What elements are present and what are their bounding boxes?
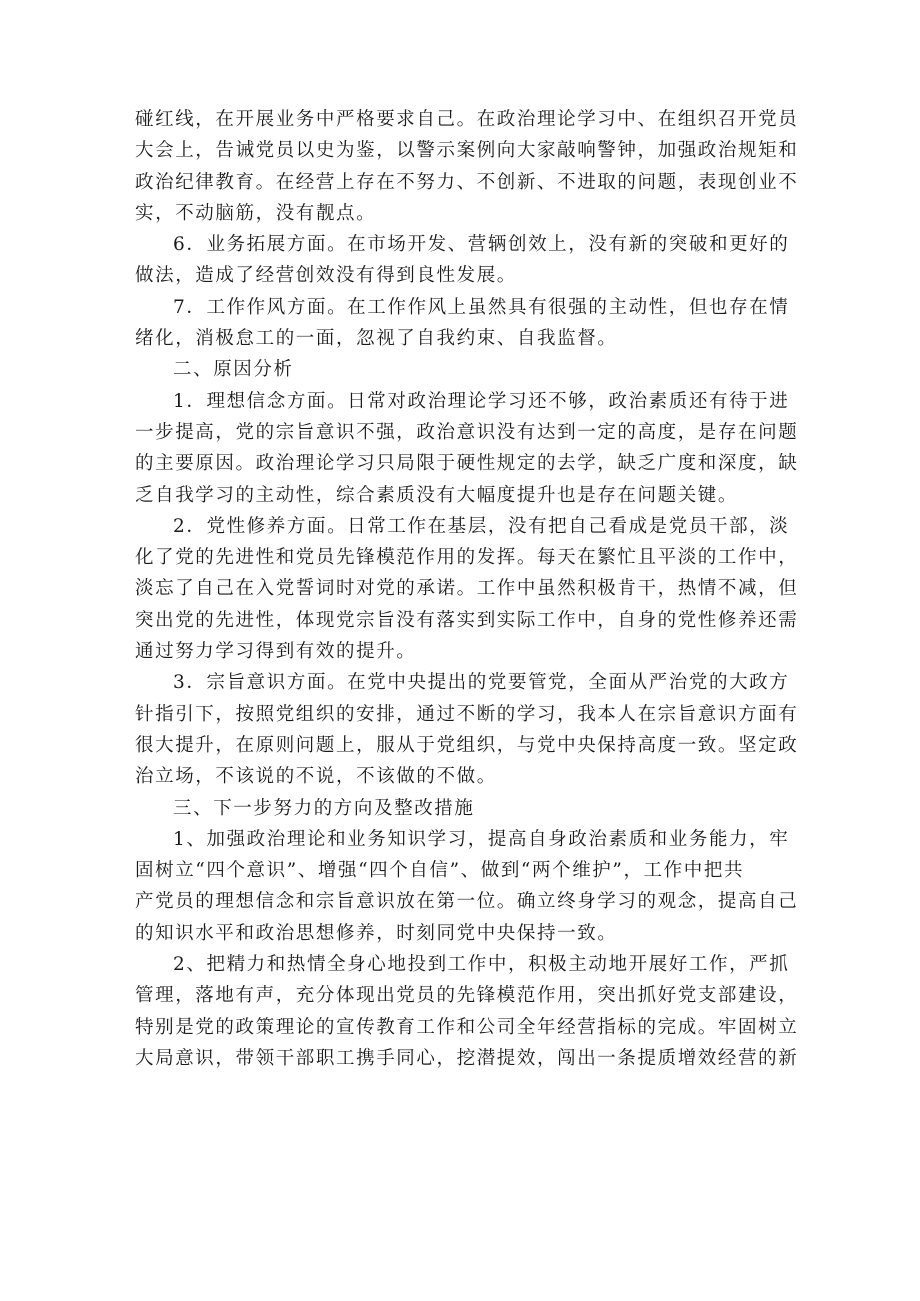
text-line: 乏自我学习的主动性，综合素质没有大幅度提升也是存在问题关键。 [135, 484, 739, 506]
text-line: 6．业务拓展方面。在市场开发、营辆创效上，没有新的突破和更好的 [173, 234, 790, 256]
text-line: 的知识水平和政治思想修养，时刻同党中央保持一致。 [135, 922, 618, 944]
text-line: 一步提高，党的宗旨意识不强，政治意识没有达到一定的高度，是存在问题 [135, 421, 799, 443]
text-line: 7．工作作风方面。在工作作风上虽然具有很强的主动性，但也存在情 [173, 296, 790, 318]
text-line: 突出党的先进性，体现党宗旨没有落实到实际工作中，自身的党性修养还需 [135, 609, 799, 631]
text-line: 针指引下，按照党组织的安排，通过不断的学习，我本人在宗旨意识方面有 [135, 703, 799, 725]
text-line: 二、原因分析 [173, 359, 294, 381]
text-line: 产党员的理想信念和宗旨意识放在第一位。确立终身学习的观念，提高自己 [135, 891, 799, 913]
text-line: 化了党的先进性和党员先锋模范作用的发挥。每天在繁忙且平淡的工作中， [135, 547, 799, 569]
text-line: 固树立“四个意识”、增强“四个自信”、做到“两个维护”，工作中把共 [135, 860, 745, 882]
text-line: 很大提升，在原则问题上，服从于党组织，与党中央保持高度一致。坚定政 [135, 734, 799, 756]
text-line: 通过努力学习得到有效的提升。 [135, 641, 417, 663]
text-line: 3．宗旨意识方面。在党中央提出的党要管党，全面从严治党的大政方 [173, 672, 790, 694]
text-line: 2、把精力和热情全身心地投到工作中，积极主动地开展好工作，严抓 [173, 954, 790, 976]
text-line: 1．理想信念方面。日常对政治理论学习还不够，政治素质还有待于进 [173, 390, 790, 412]
text-line: 碰红线，在开展业务中严格要求自己。在政治理论学习中、在组织召开党员 [135, 109, 799, 130]
section-heading [135, 354, 795, 385]
paragraph [135, 667, 799, 792]
text-line: 绪化，消极怠工的一面，忽视了自我约束、自我监督。 [135, 328, 618, 350]
text-line: 管理，落地有声，充分体现出党员的先锋模范作用，突出抓好党支部建设， [135, 985, 799, 1007]
paragraph [135, 949, 799, 1074]
paragraph [135, 386, 799, 511]
paragraph [135, 824, 799, 949]
section-heading [135, 793, 795, 824]
paragraph [135, 104, 799, 229]
text-line: 1、加强政治理论和业务知识学习，提高自身政治素质和业务能力，牢 [173, 828, 790, 850]
paragraph [135, 292, 795, 355]
document-body [135, 104, 799, 1074]
text-line: 治立场，不该说的不说，不该做的不做。 [135, 766, 497, 788]
text-line: 的主要原因。政治理论学习只局限于硬性规定的去学，缺乏广度和深度，缺 [135, 453, 799, 475]
text-line: 淡忘了自己在入党誓词时对党的承诺。工作中虽然积极肯干，热情不减，但 [135, 578, 799, 600]
paragraph [135, 511, 799, 667]
text-line: 三、下一步努力的方向及整改措施 [173, 797, 475, 819]
text-line: 做法，造成了经营创效没有得到良性发展。 [135, 265, 517, 287]
text-line: 2．党性修养方面。日常工作在基层，没有把自己看成是党员干部，淡 [173, 515, 790, 537]
text-line: 实，不动脑筋，没有靓点。 [135, 202, 377, 224]
text-line: 特别是党的政策理论的宣传教育工作和公司全年经营指标的完成。牢固树立 [135, 1016, 799, 1038]
text-line: 大局意识，带领干部职工携手同心，挖潜提效，闯出一条提质增效经营的新 [135, 1047, 799, 1069]
text-line: 大会上，告诫党员以史为鉴，以警示案例向大家敲响警钟，加强政治规矩和 [135, 140, 799, 162]
paragraph [135, 229, 795, 292]
text-line: 政治纪律教育。在经营上存在不努力、不创新、不进取的问题，表现创业不 [135, 171, 799, 193]
